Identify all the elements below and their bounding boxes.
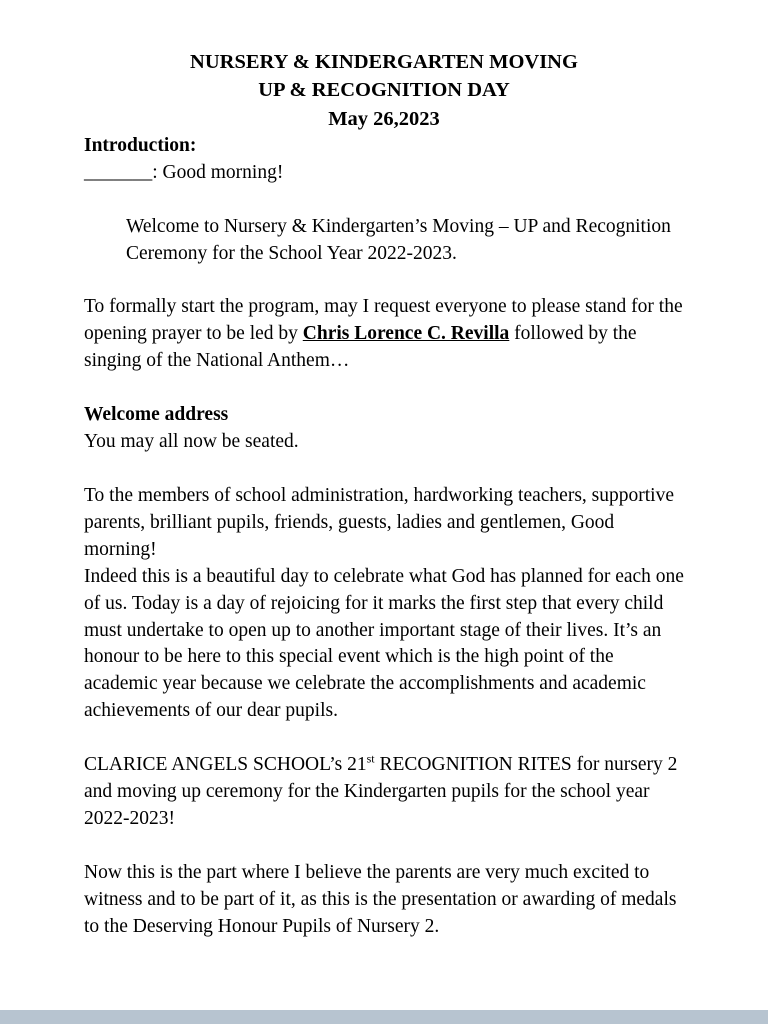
prayer-leader-name: Chris Lorence C. Revilla — [302, 323, 510, 345]
prayer-paragraph — [84, 294, 684, 375]
prayer-paragraph-after: followed by the singing of the National Anthem… — [84, 323, 637, 372]
title-line-2: UP & RECOGNITION DAY — [258, 79, 510, 102]
recognition-paragraph-after: RECOGNITION RITES for nursery 2 and moving up ceremony for the Kindergarten pupils for the school year 2022-2023! — [84, 754, 678, 829]
intro-blank-line: _______: Good morning! — [84, 161, 284, 183]
recognition-paragraph-before: CLARICE ANGELS SCHOOL’s 21 — [84, 754, 367, 776]
title-line-date: May 26,2023 — [328, 107, 440, 130]
intro-heading: Introduction: — [84, 134, 197, 156]
welcome-paragraph: Welcome to Nursery & Kindergarten’s Moving – UP and Recognition Ceremony for the School Year 2022-2023. — [126, 215, 671, 264]
ordinal-superscript: st — [366, 751, 375, 766]
greeting-paragraph: To the members of school administration, hardworking teachers, supportive parents, brilliant pupils, friends, guests, ladies and gentlemen, Good morning! — [84, 485, 674, 560]
title-line-1: NURSERY & KINDERGARTEN MOVING — [190, 51, 578, 73]
beautiful-day-paragraph: Indeed this is a beautiful day to celebrate what God has planned for each one of us. Today is a day of rejoicing for it marks the first step that every child must undertake to open up to another important stage of their lives. It’s an honour to be here to this special event which is the high point of the academic year because we celebrate the accomplishments and academic achievements of our dear pupils. — [84, 565, 684, 722]
page-gap-strip — [0, 1010, 768, 1024]
medals-paragraph: Now this is the part where I believe the parents are very much excited to witness and to be part of it, as this is the presentation or awarding of medals to the Deserving Honour Pupils of Nursery 2. — [84, 861, 677, 937]
seated-line: You may all now be seated. — [84, 431, 299, 453]
document-title — [84, 48, 684, 133]
prayer-paragraph-before: To formally start the program, may I request everyone to please stand for the opening prayer to be led by — [84, 296, 683, 345]
welcome-address-heading: Welcome address — [84, 404, 229, 426]
recognition-paragraph — [84, 752, 684, 833]
